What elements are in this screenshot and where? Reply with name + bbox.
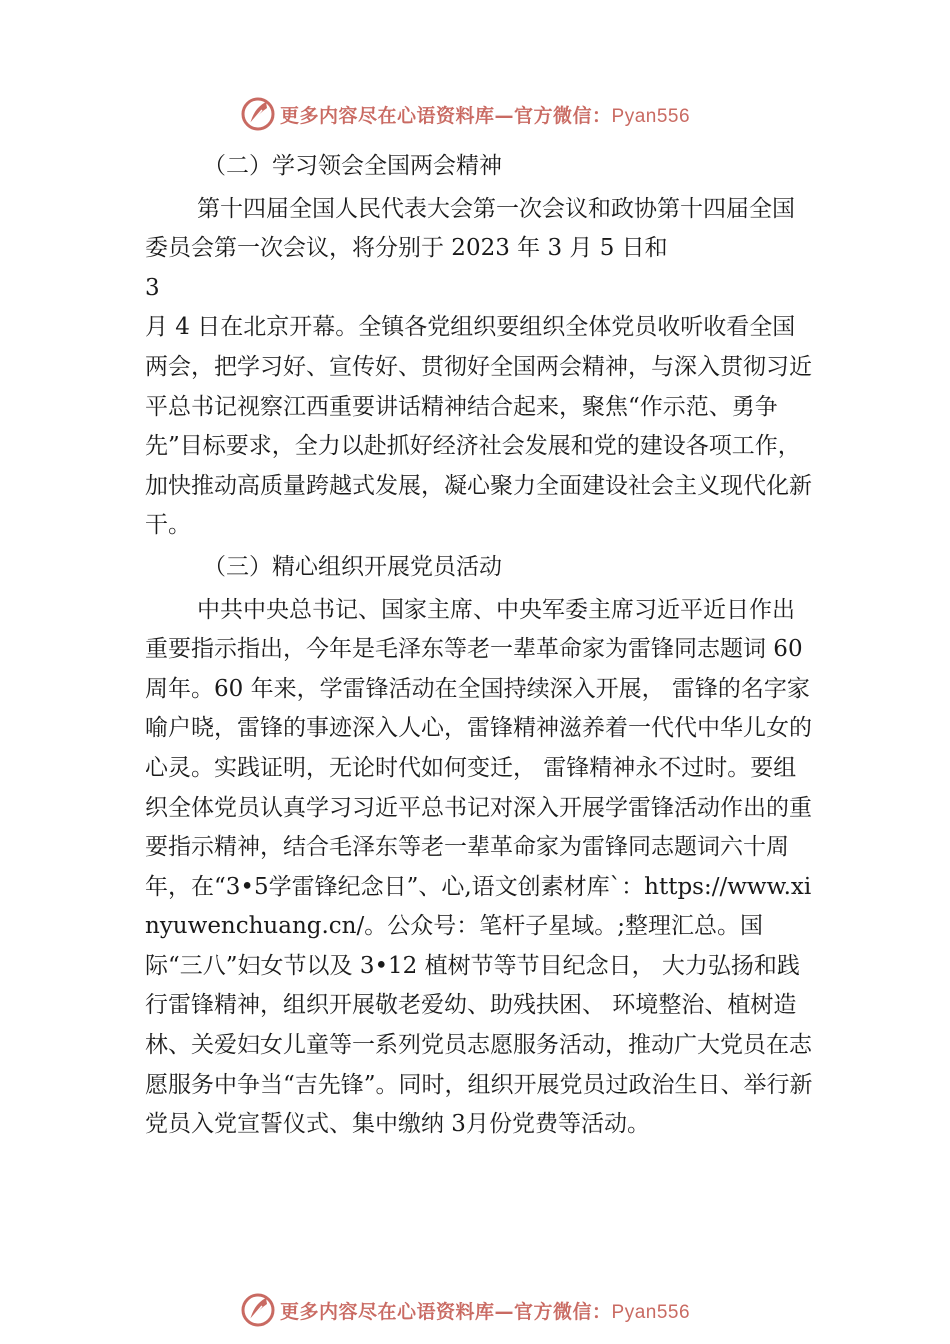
quill-logo-icon <box>240 96 276 132</box>
banner-text: 更多内容尽在心语资料库—官方微信：Pyan556 <box>280 104 691 127</box>
footer-banner <box>240 1290 760 1330</box>
section-heading-3: （三）精心组织开展党员活动 <box>203 553 502 580</box>
section-heading-2: （二）学习领会全国两会精神 <box>203 153 502 179</box>
document-body <box>145 147 815 1145</box>
banner-text: 更多内容尽在心语资料库—官方微信：Pyan556 <box>280 1300 691 1323</box>
paragraph-3: 中共中央总书记、国家主席、中央军委主席习近平近日作出重要指示指出，今年是毛泽东等老一辈革命家为雷锋同志题词 60 周年。60 年来，学雷锋活动在全国持续深入开展， 雷锋的名字家喻户晓，雷锋的事迹深入人心，雷锋精神滋养着一代代中华儿女的心灵。实践证明，无论时代如何变迁， 雷锋精神永不过时。要组织全体党员认真学习习近平总书记对深入开展学雷锋活动作出的重要指示精神，结合毛泽东等老一辈革命家为雷锋同志题词六十周年，在“3•5学雷锋纪念日”、心,语文创素材库`：https://www.xinyuwenchuang.cn/。公众号：笔杆子星域。;整理汇总。国际“三八”妇女节以及 3•12 植树节等节目纪念日， 大力弘扬和践行雷锋精神，组织开展敬老爱幼、助残扶困、 环境整治、植树造林、关爱妇女儿童等一系列党员志愿服务活动，推动广大党员在志愿服务中争当“吉先锋”。同时，组织开展党员过政治生日、举行新党员入党宣誓仪式、集中缴纳 3月份党费等活动。 <box>145 596 813 1138</box>
quill-logo-icon <box>240 1292 276 1328</box>
header-banner <box>240 94 760 134</box>
paragraph-2: 第十四届全国人民代表大会第一次会议和政协第十四届全国委员会第一次会议，将分别于 2023 年 3 月 5 日和 3 月 4 日在北京开幕。全镇各党组织要组织全体党员收听收看全国两会，把学习好、宣传好、贯彻好全国两会精神，与深入贯彻习近平总书记视察江西重要讲话精神结合起来，聚焦“作示范、勇争先”目标要求，全力以赴抓好经济社会发展和党的建设各项工作，加快推动高质量跨越式发展，凝心聚力全面建设社会主义现代化新干。 <box>145 195 812 539</box>
